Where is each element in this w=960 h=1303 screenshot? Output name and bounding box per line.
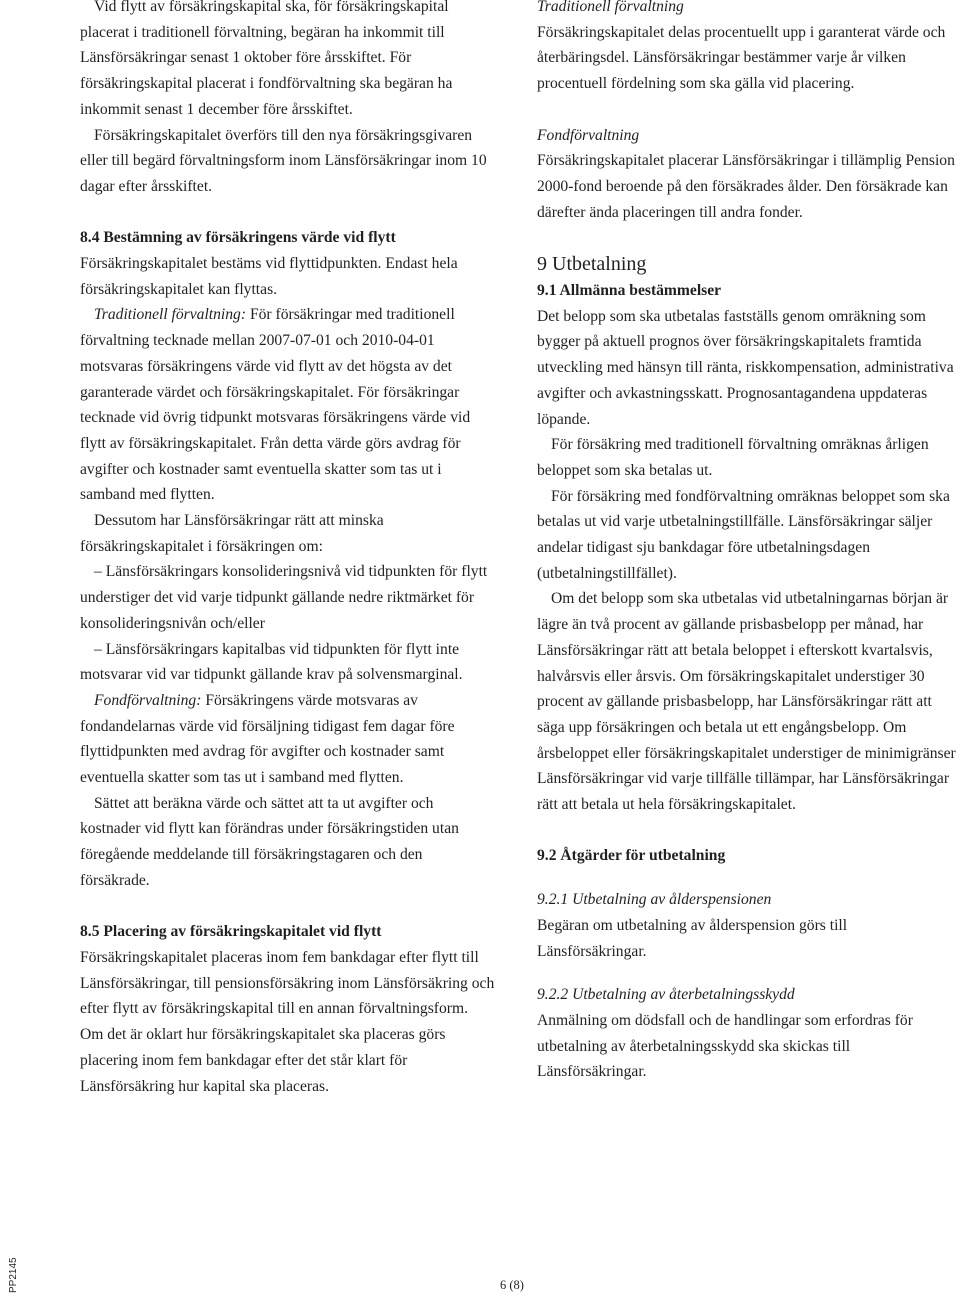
section-8-5-heading: 8.5 Placering av försäkringskapitalet vid flytt [80, 923, 382, 941]
traditional-management-heading: Traditionell förvaltning [537, 0, 684, 15]
consolidation-condition-item: – Länsförsäkringars konsolideringsnivå vid tidpunkten för flytt understiger det vid varje tidpunkt gällande nedre riktmärket för konsolideringsnivån och/eller [80, 563, 488, 632]
fund-value-paragraph [80, 688, 495, 791]
transfer-timing-paragraph: Försäkringskapitalet överförs till den nya försäkringsgivaren eller till begärd förvaltningsform inom Länsförsäkringar inom 10 dagar efter årsskiftet. [80, 126, 487, 195]
calculation-change-paragraph: Sättet att beräkna värde och sättet att ta ut avgifter och kostnader vid flytt kan förändras under försäkringstiden utan föregående meddelande till försäkringstagaren och den försäkrade. [80, 794, 459, 889]
section-9-heading: 9 Utbetalning [537, 253, 647, 275]
reduction-intro-paragraph: Dessutom har Länsförsäkringar rätt att minska försäkringskapitalet i försäkringen om: [80, 512, 384, 555]
traditional-recalc-paragraph: För försäkring med traditionell förvaltning omräknas årligen beloppet som ska betalas ut. [537, 436, 929, 479]
section-9-2-1-heading: 9.2.1 Utbetalning av ålderspensionen [537, 891, 772, 909]
traditional-value-text: För försäkringar med traditionell förvaltning tecknade mellan 2007-07-01 och 2010-04-01 motsvaras försäkringens värde vid flytt av det högsta av det garanterade värdet och försäkringskapitalet. För försäkringar tecknade vid övrig tidpunkt motsvaras försäkringens värde vid flytt av försäkringskapitalet. Från detta värde görs avdrag för avgifter och kostnader samt eventuella skatter som tas ut i samband med flytten. [80, 306, 471, 504]
section-9-2-2-heading: 9.2.2 Utbetalning av återbetalningsskydd [537, 986, 795, 1004]
fund-management-text: Försäkringskapitalet placerar Länsförsäkringar i tillämplig Pension 2000-fond beroende på den försäkrades ålder. Den försäkrade kan därefter ända placeringen till andra fonder. [537, 152, 955, 221]
section-9-1-heading: 9.1 Allmänna bestämmelser [537, 282, 722, 299]
fund-value-text: Försäkringens värde motsvaras av fondandelarnas värde vid försäljning tidigast fem dagar före flyttidpunkten med avdrag för avgifter och kostnader samt eventuella skatter som tas ut i samband med flytten. [80, 691, 455, 787]
capital-base-condition-item: – Länsförsäkringars kapitalbas vid tidpunkten för flytt inte motsvarar vid var tidpunkt gällande krav på solvensmarginal. [80, 640, 463, 684]
right-column [537, 0, 960, 1085]
section-9-2-heading: 9.2 Åtgärder för utbetalning [537, 847, 726, 865]
fund-recalc-paragraph: För försäkring med fondförvaltning omräknas beloppet som ska betalas ut vid varje utbetalningstillfälle. Länsförsäkringar säljer andelar tidigast sju bankdagar före utbetalningsdagen (utbetalningstillfället). [537, 487, 950, 582]
document-code: PP2145 [8, 1257, 19, 1293]
capital-determination-paragraph: Försäkringskapitalet bestäms vid flyttidpunkten. Endast hela försäkringskapitalet kan flyttas. [80, 255, 458, 298]
fund-management-heading: Fondförvaltning [537, 126, 640, 144]
traditional-management-text: Försäkringskapitalet delas procentuellt upp i garanterat värde och återbäringsdel. Länsförsäkringar bestämmer varje år vilken procentuell fördelning som ska gälla vid placering. [537, 23, 946, 93]
traditional-label: Traditionell förvaltning: [94, 306, 247, 324]
page-number: 6 (8) [500, 1278, 524, 1292]
traditional-value-paragraph [80, 302, 495, 508]
left-column [80, 0, 495, 1099]
old-age-pension-paragraph: Begäran om utbetalning av ålderspension görs till Länsförsäkringar. [537, 916, 848, 960]
payout-amount-paragraph: Det belopp som ska utbetalas fastställs genom omräkning som bygger på aktuell prognos över försäkringskapitalets framtida utveckling med hänsyn till ränta, riskkompensation, administrativa avgifter och avkastningsskatt. Prognosantagandena uppdateras löpande. [537, 307, 954, 428]
section-8-4-heading: 8.4 Bestämning av försäkringens värde vid flytt [80, 229, 396, 247]
small-amount-paragraph: Om det belopp som ska utbetalas vid utbetalningarnas början är lägre än två procent av gällande prisbasbelopp per månad, har Länsförsäkringar rätt att betala beloppet i efterskott kvartalsvis, halvårsvis eller årsvis. Om försäkringskapitalet understiger 30 procent av gällande prisbasbelopp, har Länsförsäkringar rätt att säga upp försäkringen och betala ut ett engångsbelopp. Om årsbeloppet eller försäkringskapitalet understiger de minimigränser Länsförsäkringar vid varje tillfälle tillämpar, har Länsförsäkringar rätt att betala ut hela försäkringskapitalet. [537, 590, 956, 814]
repayment-protection-paragraph: Anmälning om dödsfall och de handlingar som erfordras för utbetalning av återbetalningsskydd ska skickas till Länsförsäkringar. [537, 1011, 913, 1081]
fund-label: Fondförvaltning: [94, 691, 202, 709]
placement-paragraph: Försäkringskapitalet placeras inom fem bankdagar efter flytt till Länsförsäkringar, till pensionsförsäkring inom Länsförsäkring och efter flytt av försäkringskapital till en annan förvaltningsform. Om det är oklart hur försäkringskapitalet ska placeras görs placering inom fem bankdagar efter det står klart för Länsförsäkring hur kapital ska placeras. [80, 948, 495, 1095]
flytt-deadline-paragraph: Vid flytt av försäkringskapital ska, för försäkringskapital placerat i traditionell förvaltning, begäran ha inkommit till Länsförsäkringar senast 1 oktober före årsskiftet. För försäkringskapital placerat i fondförvaltning ska begäran ha inkommit senast 1 december före årsskiftet. [80, 0, 453, 118]
